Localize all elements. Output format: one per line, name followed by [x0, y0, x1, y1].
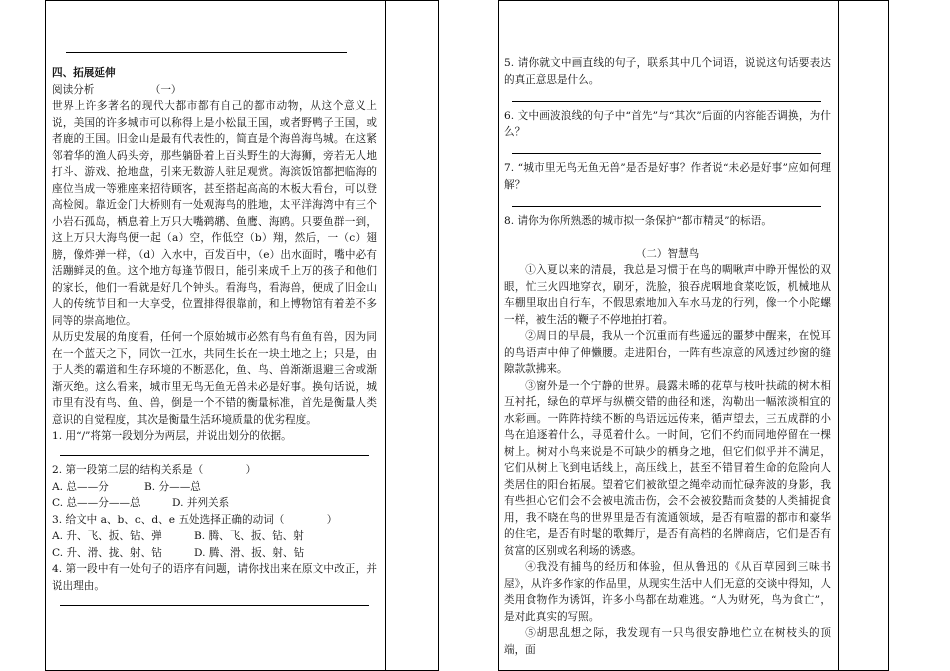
section-title: 四、拓展延伸 [52, 67, 116, 79]
option-3b: B. 腾、飞、扳、钻、射 [194, 530, 304, 542]
story-title: （二）智慧鸟 [635, 247, 700, 260]
right-column [504, 55, 831, 658]
option-2b: B. 分——总 [144, 480, 201, 493]
option-2d: D. 并列关系 [172, 497, 230, 509]
left-page-divider [385, 0, 386, 671]
top-rule [66, 52, 347, 53]
option-3c: C. 升、滑、拢、射、钻 [52, 546, 162, 559]
question-8: 8. 请你为你所熟悉的城市拟一条保护“都市精灵”的标语。 [504, 214, 772, 227]
option-3d: D. 腾、滑、扳、射、钻 [194, 546, 305, 559]
question-2-options-row-1 [52, 479, 377, 496]
question-2: 2. 第一段第二层的结构关系是（ ） [52, 464, 257, 476]
story-paragraph-5: ⑤胡思乱想之际，我发现有一只鸟很安静地伫立在树枝头的顶端，面 [504, 627, 831, 656]
question-4: 4. 第一段中有一处句子的语序有问题，请你找出来在原文中改正，并说出理由。 [52, 563, 377, 592]
story-paragraph-3: ③窗外是一个宁静的世界。晨露未晞的花草与枝叶扶疏的树木相互衬托，绿色的草坪与纵横交错的曲径和迷，沟勒出一幅浓淡相宜的水彩画。一阵阵持续不断的鸟语远远传来，循声望去，三五成群的小鸟在追逐着什么，寻觅着什么。一时间，它们不约而同地停留在一棵树上。树对小鸟来说是不可缺少的栖身之地，但它们似乎并不满足，它们从树上飞到电话线上，高压线上，甚至不错冒着生命的危险向人类居住的阳台拓展。望着它们被欲望之绳牵动而忙碌奔波的身影，我有些担心它们会不会被电流击伤，会不会被狡黠而贪婪的人类捕捉食用，我不晓在鸟的世界里是否有流通领域，是否有喧嚣的都市和豪华的住宅，是否有时髦的歌舞厅，是否有高档的名牌商店，它们是否有贫富的区别或名利场的诱惑。 [504, 379, 831, 557]
right-page-divider [838, 0, 839, 671]
question-3-options-row-1 [52, 528, 377, 545]
question-5: 5. 请你就文中画直线的句子，联系其中几个词语，说说这句话要表达的真正意思是什么。 [504, 57, 831, 86]
reading-label: 阅读分析 [52, 83, 95, 96]
passage-paragraph-1: 世界上许多著名的现代大都市都有自己的都市动物，从这个意义上说，美国的许多城市可以称得上是小松鼠王国，或者野鸭子王国，或者鹿的王国。旧金山是最有代表性的，简直是个海兽海鸟城。在这紧邻着华的渔人码头旁，那些躺卧着上百头野生的大海狮，旁若无人地打斗、游戏、抢地盘，引来无数游人驻足观赏。海滨饭馆都把临海的座位当成一等雅座来招待顾客，甚至搭起高高的木板大看台，可以登高检阅。靠近金门大桥则有一处观海鸟的胜地，太平洋海湾中有三个小岩石孤岛，栖息着上万只大嘴鹈鹕、鱼鹰、海鸥。只要鱼群一到，这上万只大海鸟便一起（a）空，作低空（b）翔，然后，一（c）翅膀，像炸弹一样，（d）入水中，百发百中，（e）出水面时，嘴中必有活蹦鲜灵的鱼。这个地方每逢节假日，能引来成千上万的孩子和他们的家长，他们一看就是好几个钟头。看海鸟，看海兽，便成了旧金山人的传统节目和一大享受，位置排得很靠前，和上博物馆有着差不多同等的崇高地位。 [52, 100, 377, 327]
passage-paragraph-2: 从历史发展的角度看，任何一个原始城市必然有鸟有鱼有兽，因为同在一个蓝天之下，同饮一江水，共同生长在一块土地之上；只是，由于人类的霸道和生存环境的不断恶化，鱼、鸟、兽渐渐退避三舍或渐渐灭绝。这么看来，城市里无鸟无鱼无兽未必是好事。换句话说，城市里有没有鸟、鱼、兽，倒是一个不错的衡量标准，首先是衡量人类意识的自觉程度，其次是衡量生活环境质量的优劣程度。 [52, 331, 377, 426]
left-column [52, 52, 377, 606]
question-2-options-row-2 [52, 495, 377, 512]
option-2c: C. 总——分——总 [52, 497, 141, 509]
answer-line-4 [60, 605, 369, 606]
story-paragraph-1: ①入夏以来的清晨，我总是习惯于在鸟的啁啾声中睁开惺忪的双眼，忙三火四地穿衣，刷牙，洗脸，狼吞虎咽地食菜吃饭，机械地从车棚里取出自行车，不假思索地加入车水马龙的行列，像一个小陀螺一样，被生活的鞭子不停地拍打着。 [504, 264, 831, 326]
reading-number: （一） [149, 83, 182, 96]
story-paragraph-4: ④我没有捕鸟的经历和体验，但从鲁迅的《从百草园到三味书屋》，从许多作家的作品里，从现实生活中人们无意的交谈中得知，人类用食物作为诱饵，许多小鸟都在劫难逃。“人为财死，鸟为食亡”，是对此真实的写照。 [504, 561, 831, 623]
answer-line-1 [60, 455, 369, 456]
answer-line-5 [512, 101, 821, 102]
question-7: 7. “城市里无鸟无鱼无兽”是否是好事？作者说“未必是好事”应如何理解？ [504, 162, 831, 191]
question-3: 3. 给文中 a、b、c、d、e 五处选择正确的动词（ ） [52, 513, 338, 526]
option-2a: A. 总——分 [52, 480, 109, 493]
answer-line-6 [512, 153, 821, 154]
reading-heading [52, 82, 377, 99]
question-6: 6. 文中画波浪线的句子中“首先”与“其次”后面的内容能否调换，为什么？ [504, 109, 831, 138]
option-3a: A. 升、飞、扳、钻、弹 [52, 530, 162, 542]
question-1: 1. 用“/”将第一段划分为两层，并说出划分的依据。 [52, 430, 292, 442]
answer-line-7 [512, 206, 821, 207]
question-3-options-row-2 [52, 545, 377, 562]
story-paragraph-2: ②周日的早晨，我从一个沉重而有些遥远的噩梦中醒来，在悦耳的鸟语声中伸了伸懒腰。走进阳台，一阵有些凉意的风透过纱窗的缝隙款款拂来。 [504, 330, 831, 375]
